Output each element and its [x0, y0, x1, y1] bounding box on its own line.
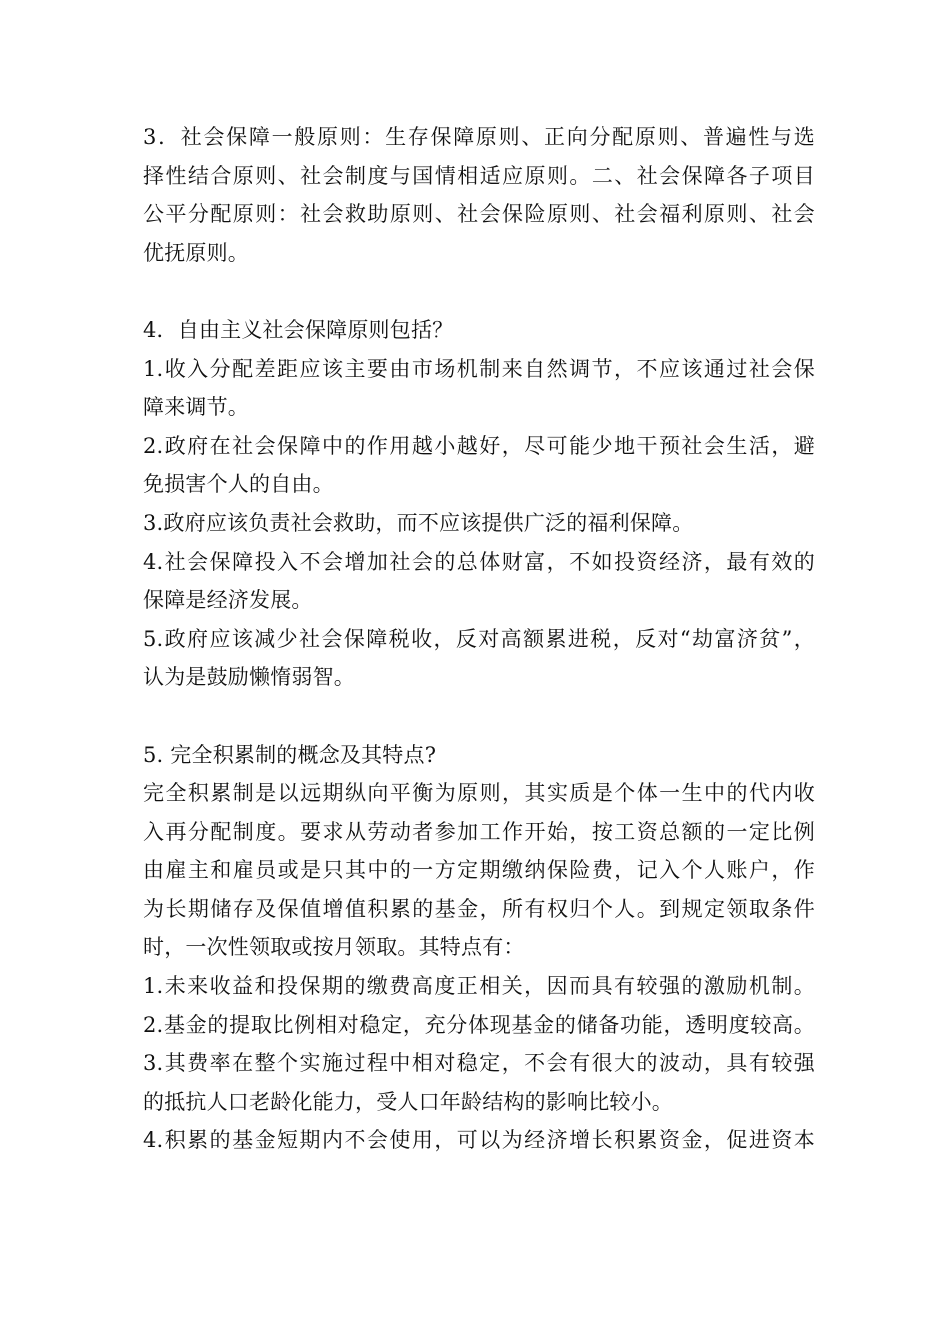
list-item-line: 认为是鼓励懒惰弱智。 [143, 665, 355, 690]
list-item-line: 障来调节。 [143, 395, 249, 420]
paragraph-line: 时，一次性领取或按月领取。其特点有： [143, 935, 525, 960]
list-item-line: 4.社会保障投入不会增加社会的总体财富，不如投资经济，最有效的 [143, 549, 815, 574]
list-item-line: 3.政府应该负责社会救助，而不应该提供广泛的福利保障。 [143, 510, 694, 535]
list-item-line: 保障是经济发展。 [143, 588, 313, 613]
section-5 [143, 736, 815, 1161]
list-item-line: 4.积累的基金短期内不会使用，可以为经济增长积累资金，促进资本 [143, 1128, 815, 1153]
section-5-title: 5. 完全积累制的概念及其特点? [143, 742, 437, 767]
list-item-line: 免损害个人的自由。 [143, 472, 334, 497]
paragraph-gap [143, 272, 815, 311]
paragraph-line: 入再分配制度。要求从劳动者参加工作开始，按工资总额的一定比例 [143, 819, 815, 844]
paragraph-gap [143, 697, 815, 736]
list-item-line: 3.其费率在整个实施过程中相对稳定，不会有很大的波动，具有较强 [143, 1051, 815, 1076]
section-4-title: 4．自由主义社会保障原则包括？ [143, 317, 454, 342]
paragraph-line: 为长期储存及保值增值积累的基金，所有权归个人。到规定领取条件 [143, 896, 815, 921]
paragraph-line: 公平分配原则：社会救助原则、社会保险原则、社会福利原则、社会 [143, 202, 815, 227]
paragraph-line: 择性结合原则、社会制度与国情相适应原则。二、社会保障各子项目 [143, 163, 815, 188]
list-item-line: 2.政府在社会保障中的作用越小越好，尽可能少地干预社会生活，避 [143, 433, 815, 458]
list-item-line: 1.未来收益和投保期的缴费高度正相关，因而具有较强的激励机制。 [143, 974, 815, 999]
list-item-line: 1.收入分配差距应该主要由市场机制来自然调节，不应该通过社会保 [143, 356, 815, 381]
list-item-line: 2.基金的提取比例相对稳定，充分体现基金的储备功能，透明度较高。 [143, 1012, 815, 1037]
list-item-line: 的抵抗人口老龄化能力，受人口年龄结构的影响比较小。 [143, 1089, 673, 1114]
paragraph-line: 完全积累制是以远期纵向平衡为原则，其实质是个体一生中的代内收 [143, 781, 815, 806]
paragraph-line: 3．社会保障一般原则：生存保障原则、正向分配原则、普遍性与选 [143, 125, 815, 149]
section-4 [143, 311, 815, 697]
document-page [143, 118, 815, 1160]
paragraph-line: 由雇主和雇员或是只其中的一方定期缴纳保险费，记入个人账户，作 [143, 858, 815, 883]
section-3 [143, 118, 815, 272]
list-item-line: 5.政府应该减少社会保障税收，反对高额累进税，反对“劫富济贫”， [143, 626, 815, 651]
paragraph-line: 优抚原则。 [143, 240, 249, 265]
